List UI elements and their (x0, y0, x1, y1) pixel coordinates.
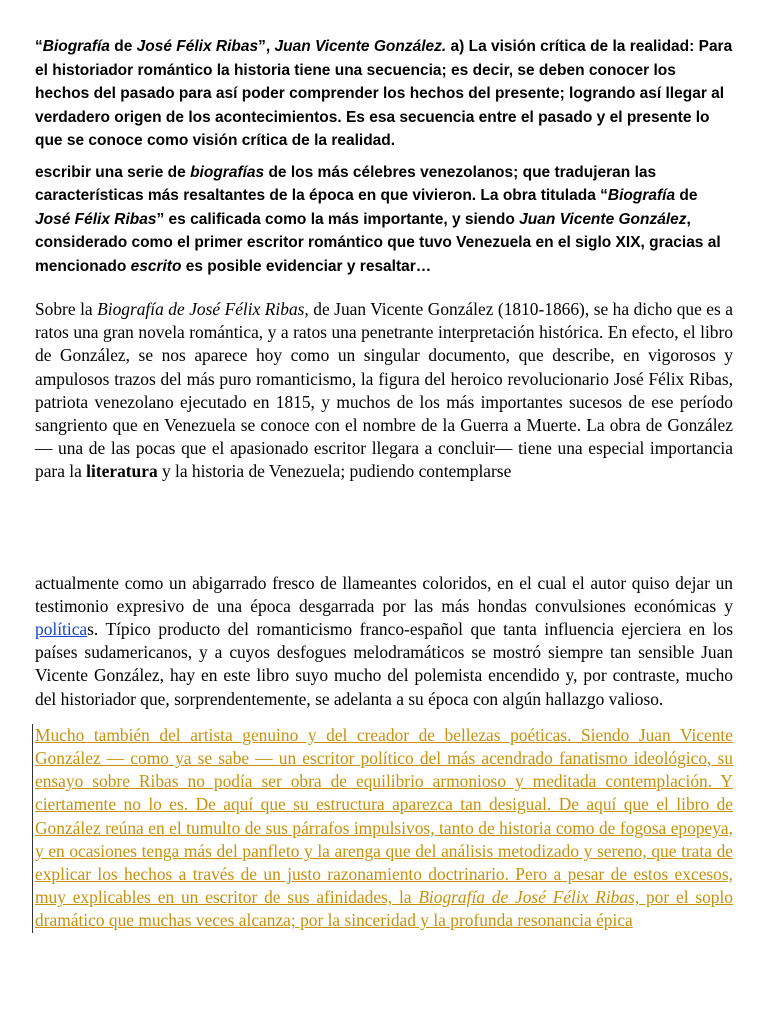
text-run: Sobre la (35, 299, 98, 319)
text-run: por el soplo dramático que muchas veces alcanza; por la sinceridad y la profunda resonancia épica (35, 887, 734, 931)
highlighted-paragraph (32, 724, 733, 933)
book-title-italic: Biografía (42, 38, 110, 55)
book-title-italic: Biografía de José Félix Ribas, (418, 887, 640, 908)
author-name-italic: Juan Vicente González (519, 210, 687, 228)
text-run: ”, (258, 38, 275, 55)
quote-mark: “ (35, 38, 43, 55)
text-run: es posible evidenciar y resaltar… (181, 257, 432, 275)
summary-paragraph-2 (35, 161, 733, 279)
text-run: Mucho también del artista genuino y del creador de bellezas poéticas. Siendo Juan Vicente González — como ya se sabe — un escritor político del más acendrado fanatismo ideológico, su ensayo sobre Ribas no podía ser obra de equilibrio armonioso y meditada contemplación. Y ciertamente no lo es. De aquí que su estructura aparezca tan desigual. De aquí que el libro de González reúna en el tumulto de sus párrafos impulsivos, tanto de historia como de fogosa epopeya, y en ocasiones tenga más del panfleto y la arenga que del análisis metodizado y sereno, que trata de explicar los hechos a través de un justo razonamiento doctrinario. Pero a pesar de estos excesos, muy explicables en un escritor de sus afinidades, la (35, 724, 733, 908)
italic-term: biografías (190, 163, 265, 181)
summary-paragraph-1 (35, 35, 733, 153)
italic-term: escrito (130, 257, 182, 275)
text-run: y la historia de Venezuela; pudiendo contemplarse (157, 461, 512, 482)
body-paragraph-1 (35, 298, 733, 484)
book-title-italic: Biografía (607, 187, 676, 204)
book-title-italic: Biografía de José Félix Ribas, (97, 299, 309, 319)
bold-term: literatura (86, 461, 158, 482)
text-run: actualmente como un abigarrado fresco de llameantes coloridos, en el cual el autor quiso dejar un testimonio expresivo de una época desgarrada por las más hondas convulsiones económicas y (35, 572, 733, 616)
text-run: a) La visión crítica de la realidad: Para el historiador romántico la historia tiene una secuencia; es decir, se deben conocer los hechos del pasado para así poder comprender los hechos del presente; logrando así llegar al verdadero origen de los acontecimientos. Es esa secuencia entre el pasado y el presente lo que se conoce como visión crítica de la realidad. (35, 38, 733, 149)
text-run: ” es calificada como la más importante, y siendo (156, 210, 520, 228)
text-run: de (675, 187, 698, 204)
politica-link[interactable]: política (35, 619, 88, 640)
text-run: de Juan Vicente González (1810-1866), se ha dicho que es a ratos una gran novela romántica, y a ratos una penetrante interpretación histórica. En efecto, el libro de González, se nos aparece hoy como un singular documento, que describe, en vigorosos y ampulosos trazos del más puro romanticismo, la figura del heroico revolucionario José Félix Ribas, patriota venezolano ejecutado en 1815, y muchos de los más importantes sucesos de ese período sangriento que en Venezuela se conoce con el nombre de la Guerra a Muerte. La obra de González — una de las pocas que el apasionado escritor llegara a concluir— tiene una especial importancia para la (35, 299, 734, 482)
author-name-italic: Juan Vicente González. (274, 38, 447, 55)
body-paragraph-2 (35, 572, 733, 711)
book-title-italic: José Félix Ribas (35, 210, 157, 228)
text-run: de los más célebres venezolanos; que tradujeran las características más resaltantes de la época en que vivieron. La obra titulada “ (35, 163, 657, 204)
text-run: , considerado como el primer escritor romántico que tuvo Venezuela en el siglo XIX, gracias al mencionado (35, 210, 721, 275)
book-title-italic: José Félix Ribas (136, 38, 259, 55)
document-page (35, 35, 733, 933)
text-run: escribir una serie de (35, 163, 191, 181)
text-run: de (109, 38, 137, 55)
text-run: s. Típico producto del romanticismo franco-español que tanta influencia ejerciera en los países sudamericanos, y a cuyos desfogues melodramáticos se mostró siempre tan sensible Juan Vicente González, hay en este libro suyo mucho del polemista encendido y, por contraste, mucho del historiador que, sorprendentemente, se adelanta a su época con algún hallazgo valioso. (35, 619, 733, 709)
